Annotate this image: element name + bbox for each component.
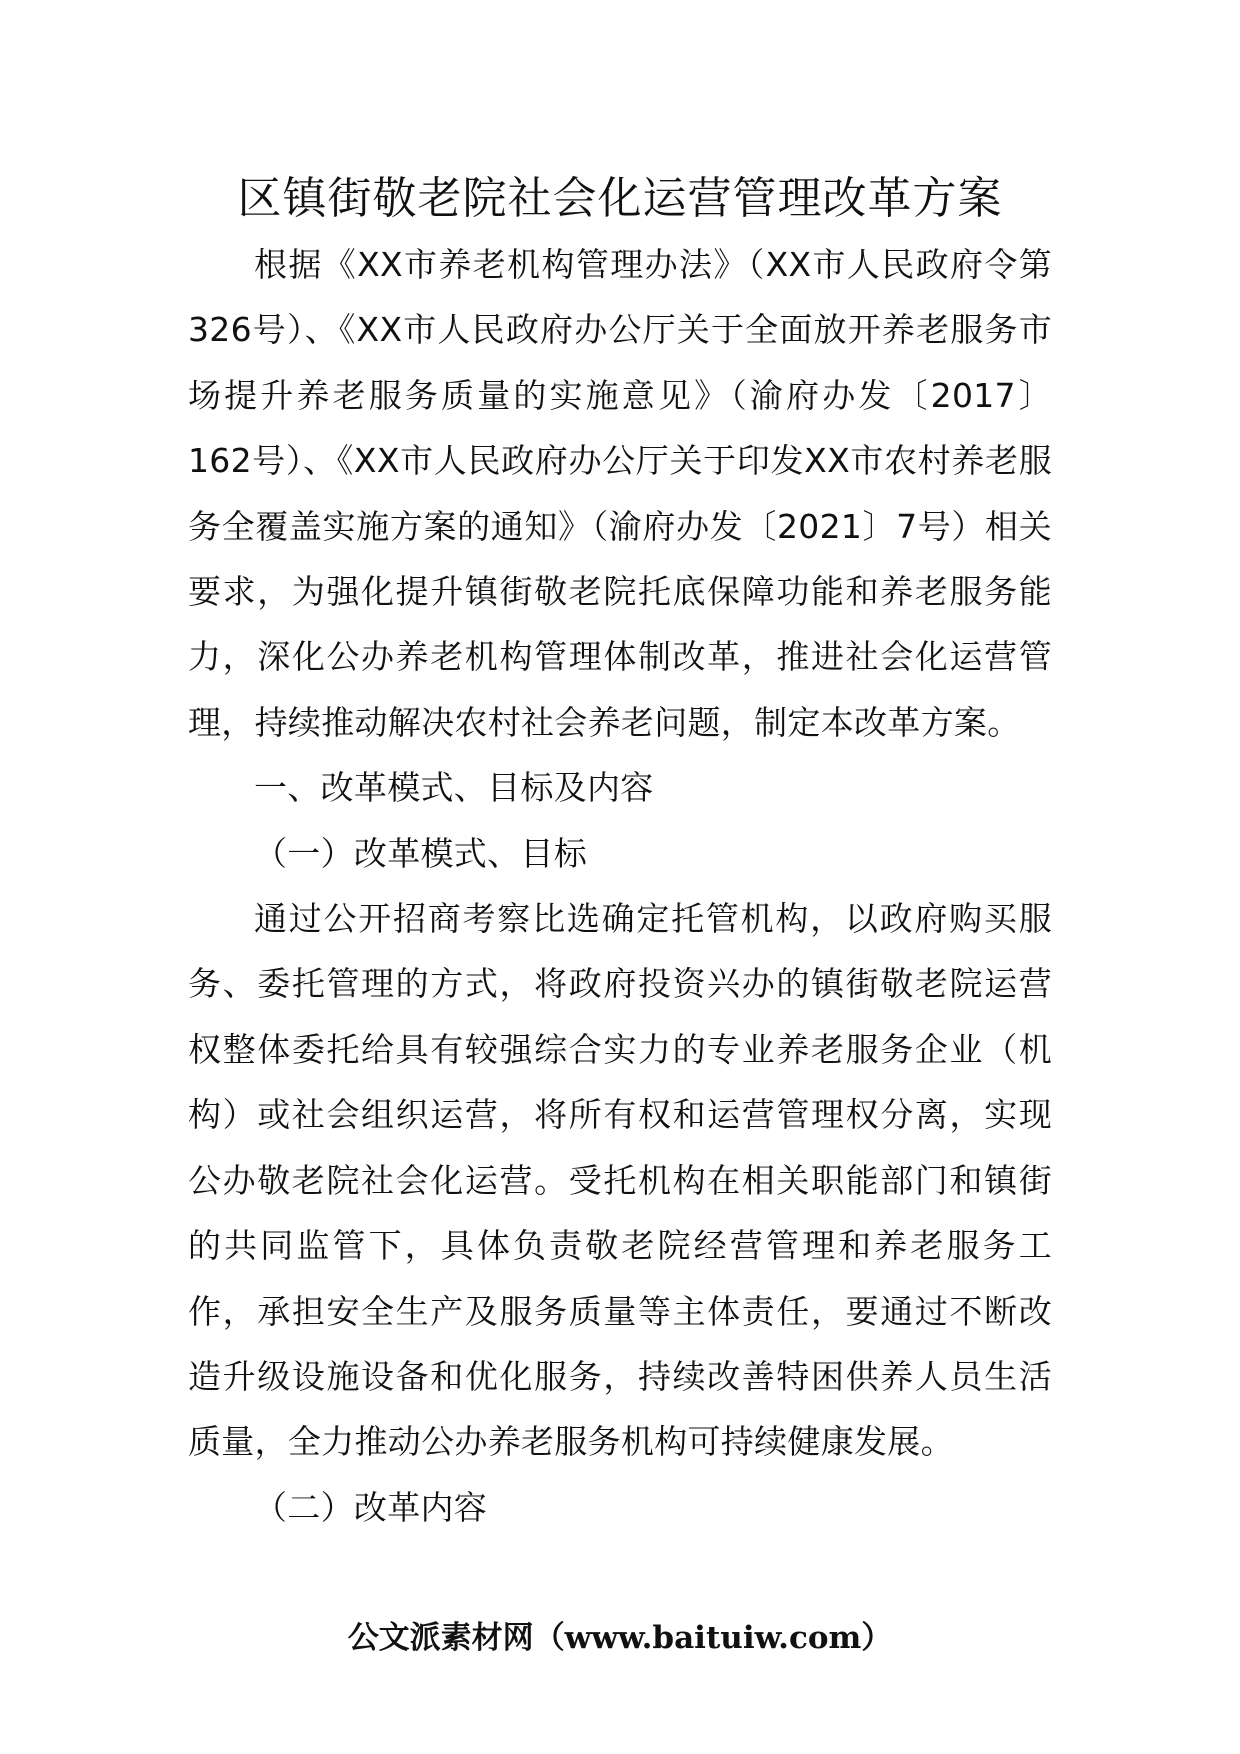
document-title: 区镇街敬老院社会化运营管理改革方案 bbox=[237, 173, 1003, 224]
footer-site-url: （www.baituiw.com） bbox=[533, 1620, 893, 1656]
heading-subsection-2: （二）改革内容 bbox=[254, 1487, 488, 1527]
footer-watermark bbox=[0, 1614, 1240, 1662]
footer-site-name: 公文派素材网 bbox=[347, 1620, 534, 1656]
document-body bbox=[188, 232, 1052, 1540]
heading-section-1: 一、改革模式、目标及内容 bbox=[254, 768, 654, 808]
paragraph-reform-model: 通过公开招商考察比选确定托管机构，以政府购买服务、委托管理的方式，将政府投资兴办的镇街敬老院运营权整体委托给具有较强综合实力的专业养老服务企业（机构）或社会组织运营，将所有权和运营管理权分离，实现公办敬老院社会化运营。受托机构在相关职能部门和镇街的共同监管下，具体负责敬老院经营管理和养老服务工作，承担安全生产及服务质量等主体责任，要通过不断改造升级设施设备和优化服务，持续改善特困供养人员生活质量，全力推动公办养老服务机构可持续健康发展。 bbox=[188, 899, 1052, 1462]
heading-subsection-1: （一）改革模式、目标 bbox=[254, 833, 587, 873]
paragraph-basis: 根据《XX市养老机构管理办法》（XX市人民政府令第326号）、《XX市人民政府办公厅关于全面放开养老服务市场提升养老服务质量的实施意见》（渝府办发〔2017〕162号）、《XX市人民政府办公厅关于印发XX市农村养老服务全覆盖实施方案的通知》（渝府办发〔2021〕7号）相关要求，为强化提升镇街敬老院托底保障功能和养老服务能力，深化公办养老机构管理体制改革，推进社会化运营管理，持续推动解决农村社会养老问题，制定本改革方案。 bbox=[188, 245, 1052, 742]
